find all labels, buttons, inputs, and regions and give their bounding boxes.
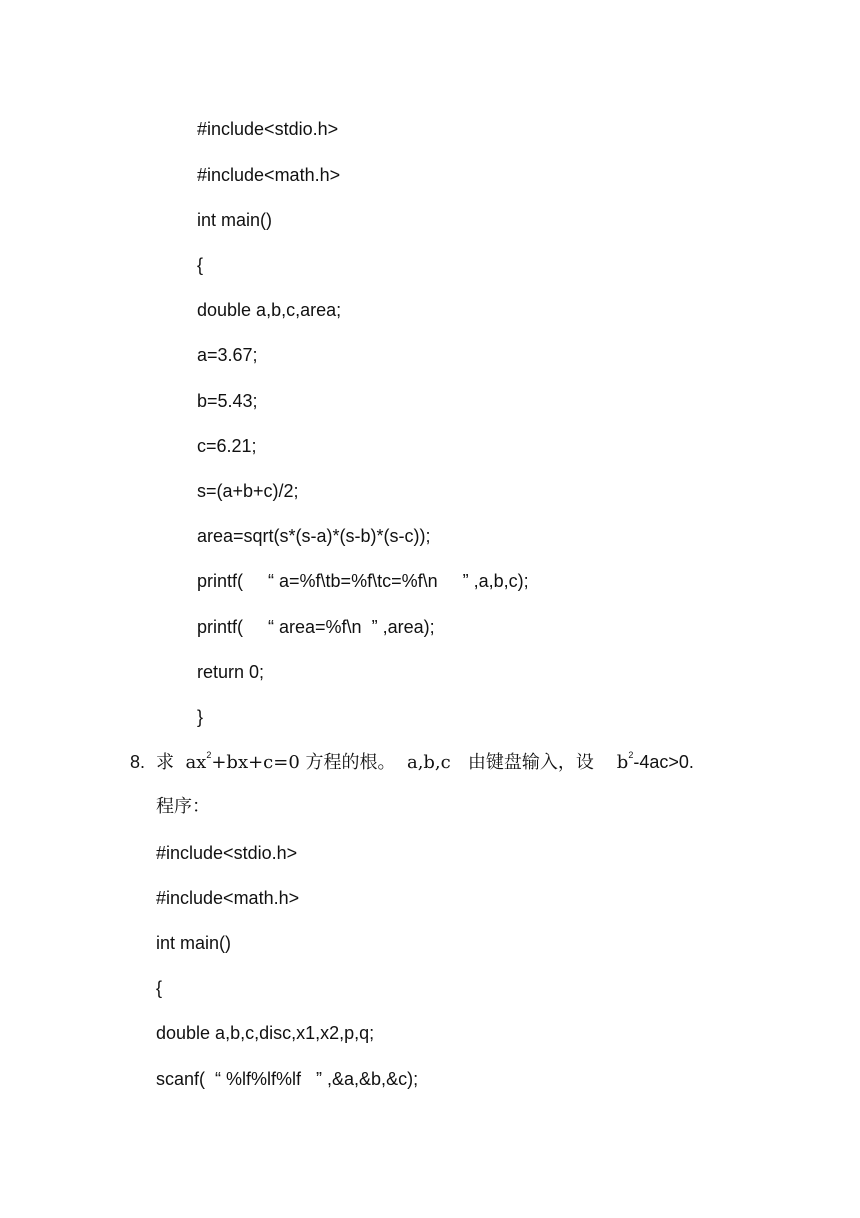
program-label: 程序： <box>156 796 210 817</box>
code-line: #include<math.h> <box>197 165 341 185</box>
code-line: a=3.67; <box>197 345 258 365</box>
code-line: scanf( “ %lf%lf%lf ” ,&a,&b,&c); <box>156 1069 419 1089</box>
code-line: { <box>156 978 163 998</box>
code-line: double a,b,c,area; <box>197 300 342 320</box>
question-text-part1: 求 ax <box>156 752 207 773</box>
code-line: #include<stdio.h> <box>197 119 339 139</box>
exponent: 2 <box>206 750 212 760</box>
code-line: c=6.21; <box>197 436 257 456</box>
code-line: int main() <box>156 933 232 953</box>
question-text <box>156 751 694 774</box>
code-line: area=sqrt(s*(s-a)*(s-b)*(s-c)); <box>197 526 431 546</box>
code-line: return 0; <box>197 662 265 682</box>
code-line: { <box>197 255 204 275</box>
question-text-part3: -4ac>0. <box>633 752 694 772</box>
code-line: printf( “ area=%f\n ” ,area); <box>197 617 435 637</box>
exponent: 2 <box>628 750 634 760</box>
code-line: #include<stdio.h> <box>156 843 298 863</box>
code-line: b=5.43; <box>197 391 258 411</box>
question-text-part2: +bx+c=0 方程的根。 a,b,c 由键盘输入，设 b <box>211 752 629 773</box>
question-number: 8. <box>130 752 146 772</box>
code-line: double a,b,c,disc,x1,x2,p,q; <box>156 1023 375 1043</box>
code-line: s=(a+b+c)/2; <box>197 481 299 501</box>
code-line: int main() <box>197 210 273 230</box>
code-line: printf( “ a=%f\tb=%f\tc=%f\n ” ,a,b,c); <box>197 571 529 591</box>
code-line: } <box>197 707 204 727</box>
code-line: #include<math.h> <box>156 888 300 908</box>
